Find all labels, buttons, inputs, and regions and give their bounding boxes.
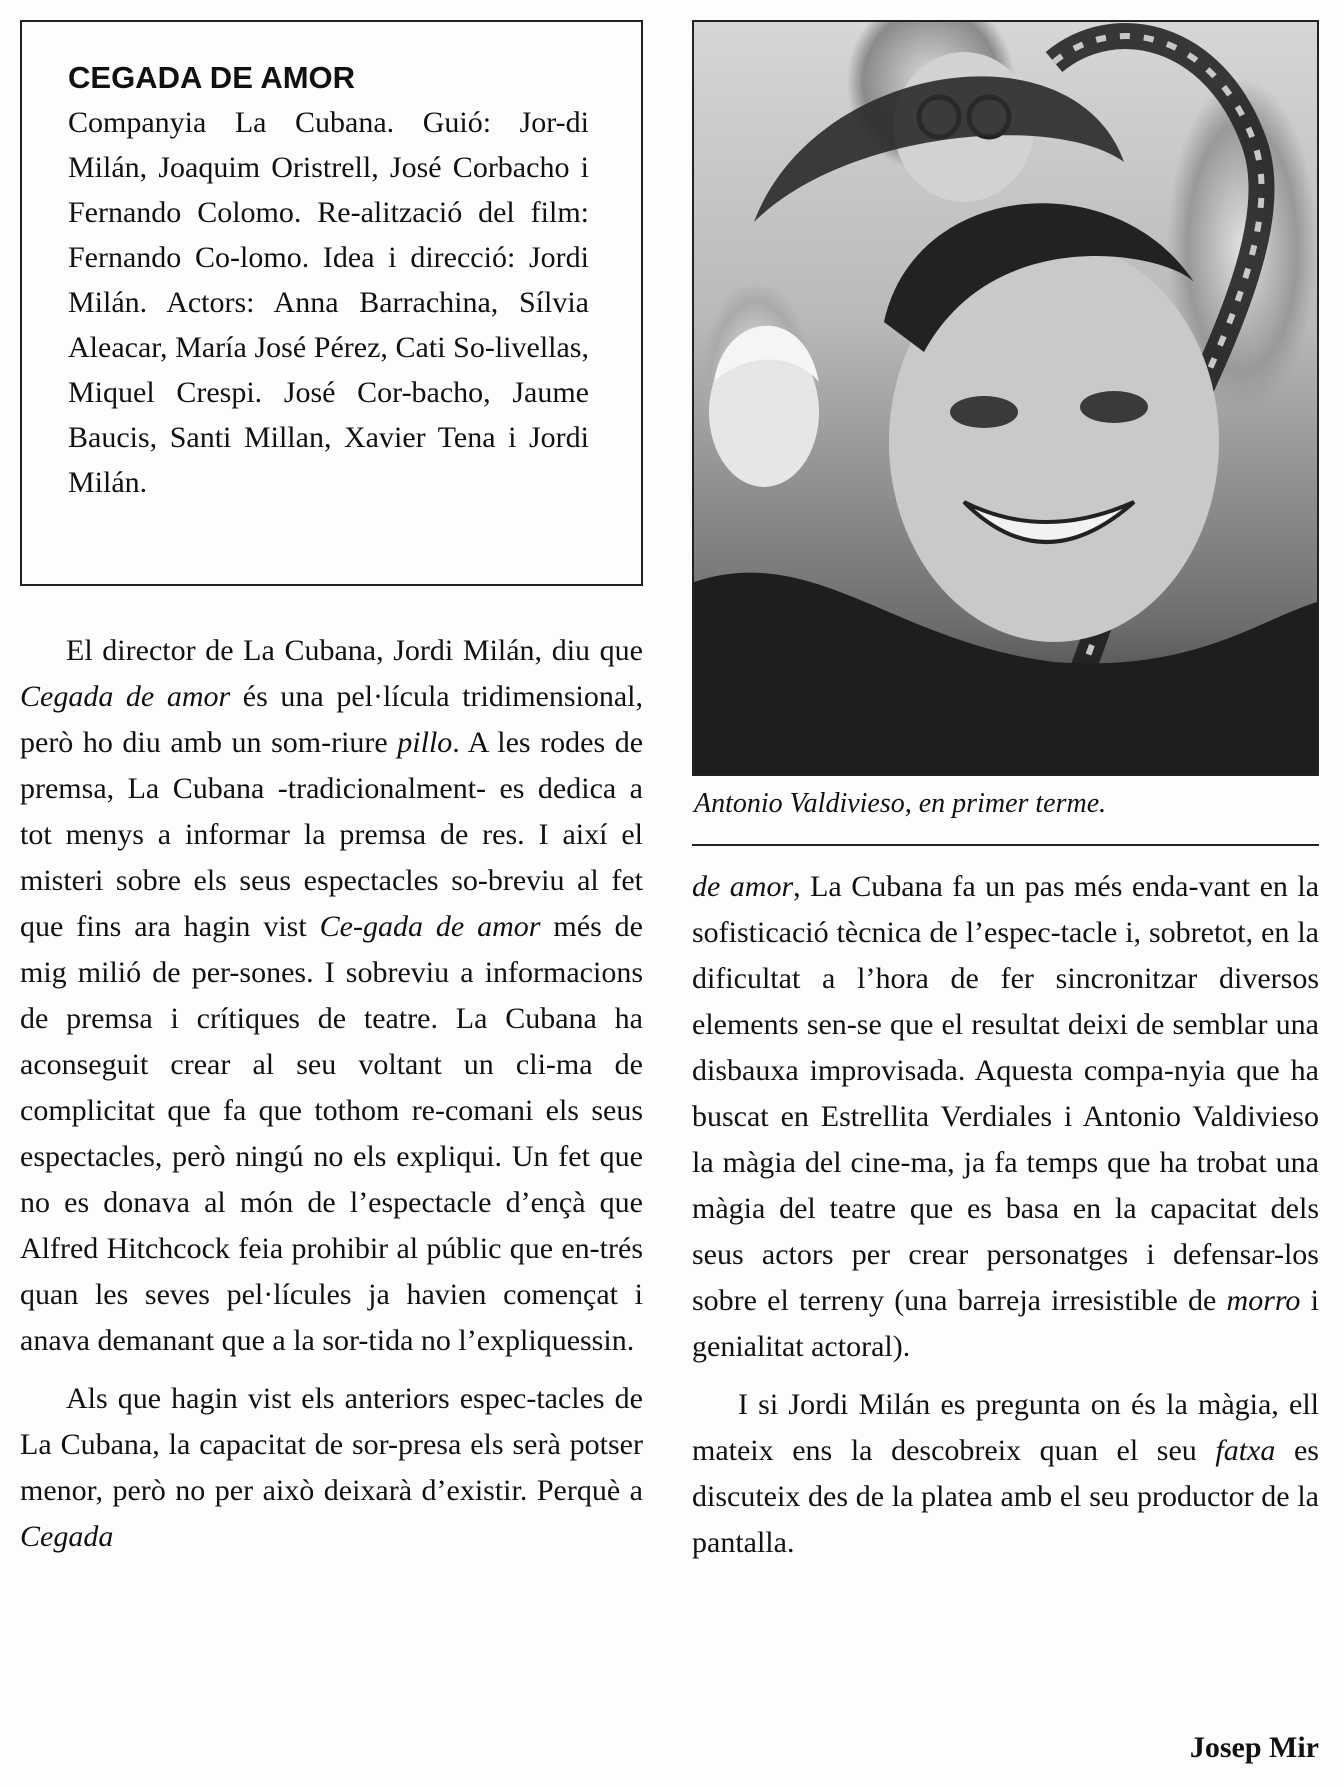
left-column xyxy=(20,20,643,1560)
text-run: és una pel·lícula tridimensional, però ho diu amb un som-riure xyxy=(20,680,644,759)
text-run: Als que hagin vist els anteriors espec-tacles de La Cubana, la capacitat de sor-presa els serà potser menor, però no per això deixarà d’existir. Perquè a xyxy=(20,1382,643,1507)
italic-run: de amor xyxy=(692,870,794,903)
divider xyxy=(692,844,1319,846)
italic-run: Cegada de amor xyxy=(20,680,231,713)
italic-run: Cegada xyxy=(20,1520,114,1553)
article-photo xyxy=(692,20,1319,776)
credits-text: Companyia La Cubana. Guió: Jor-di Milán, Joaquim Oristrell, José Corbacho i Fernando Colomo. Re-alització del film: Fernando Co-lomo. Idea i direcció: Jordi Milán. Actors: Anna Barrachina, Sílvia Aleacar, María José Pérez, Cati So-livellas, Miquel Crespi. José Cor-bacho, Jaume Baucis, Santi Millan, Xavier Tena i Jordi Milán. xyxy=(68,106,589,499)
text-run: més de mig milió de per-sones. I sobreviu a informacions de premsa i crítiques de teatre. La Cubana ha aconseguit crear al seu voltant un cli-ma de complicitat que fa que tothom re-comani els seus espectacles, però ningú no els expliqui. Un fet que no es donava al món de l’espectacle d’ençà que Alfred Hitchcock feia prohibir al públic que en-trés quan les seves pel·lícules ja havien començat i anava demanant que a la sor-tida no l’expliquessin. xyxy=(20,910,643,1357)
article-body-right xyxy=(692,864,1319,1566)
photo-illustration xyxy=(694,22,1317,774)
text-run: es discuteix des de la platea amb el seu productor de la pantalla. xyxy=(692,1434,1319,1559)
author-signature: Josep Mir xyxy=(1189,1731,1319,1764)
italic-run: morro xyxy=(1226,1284,1301,1317)
text-run: i genialitat actoral). xyxy=(692,1284,1319,1363)
article-body-left xyxy=(20,628,643,1560)
paragraph xyxy=(20,628,643,1364)
credits-box xyxy=(20,20,643,586)
italic-run: pillo xyxy=(397,726,453,759)
paragraph xyxy=(20,1376,643,1560)
credits-title: CEGADA DE AMOR xyxy=(68,60,356,95)
paragraph xyxy=(692,864,1319,1370)
text-run: I si Jordi Milán es pregunta on és la màgia, ell mateix ens la descobreix quan el seu xyxy=(692,1388,1319,1467)
paragraph xyxy=(692,1382,1319,1566)
text-run: , La Cubana fa un pas més enda-vant en la sofisticació tècnica de l’espec-tacle i, sobretot, en la dificultat a l’hora de fer sincronitzar diversos elements sen-se que el resultat deixi de semblar una disbauxa improvisada. Aquesta compa-nyia que ha buscat en Estrellita Verdiales i Antonio Valdivieso la màgia del cine-ma, ja fa temps que ha trobat una màgia del teatre que es basa en la capacitat dels seus actors per crear personatges i defensar-los sobre el terreny (una barreja irresistible de xyxy=(692,870,1320,1317)
italic-run: Ce-gada de amor xyxy=(319,910,541,943)
photo-caption: Antonio Valdivieso, en primer terme. xyxy=(694,788,1107,819)
text-run: . A les rodes de premsa, La Cubana -tradicionalment- es dedica a tot menys a informar la premsa de res. I així el misteri sobre els seus espectacles so-breviu al fet que fins ara hagin vist xyxy=(20,726,644,943)
right-column xyxy=(692,20,1319,1566)
text-run: El director de La Cubana, Jordi Milán, diu que xyxy=(66,634,643,667)
italic-run: fatxa xyxy=(1215,1434,1276,1467)
